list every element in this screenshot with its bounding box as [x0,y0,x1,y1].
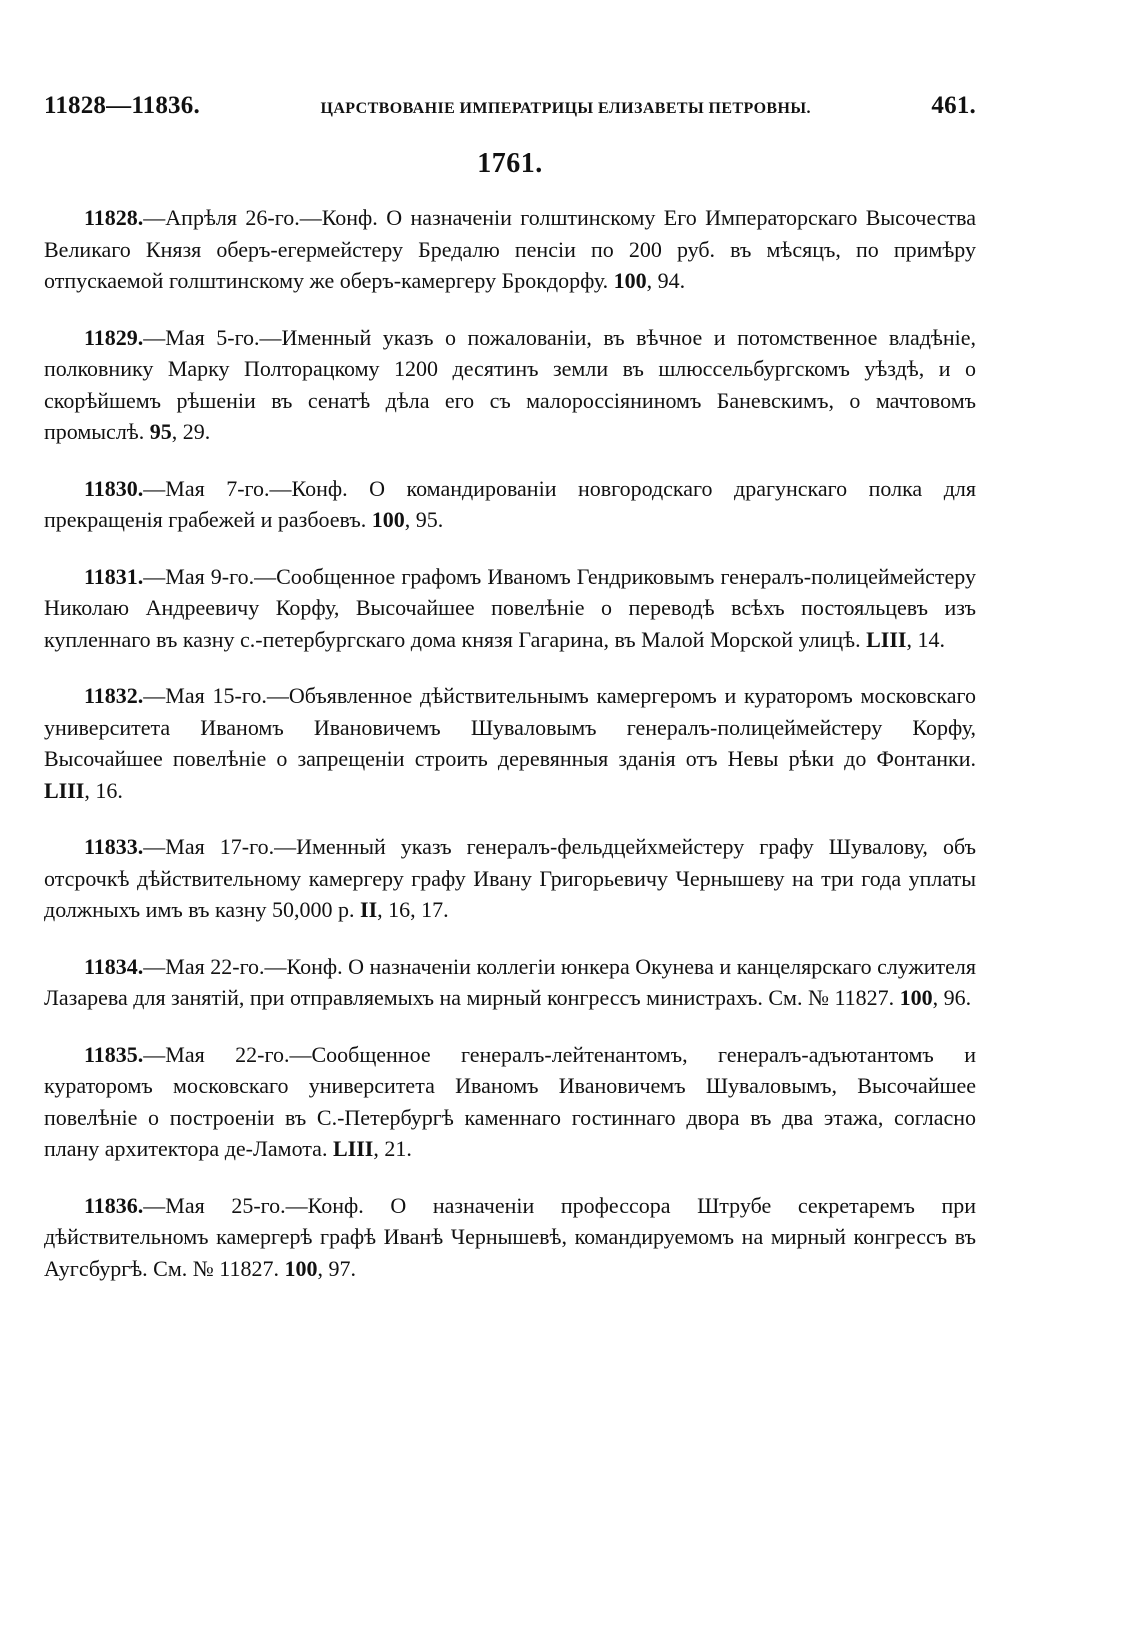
source-page: , 21. [373,1136,412,1161]
source-page: , 94. [646,268,686,293]
source-page: , 16. [84,777,123,803]
entry-number: 11836. [84,1192,144,1218]
source-volume: 100 [284,1255,318,1281]
entries-list [44,202,976,1284]
source-volume: 100 [371,507,405,532]
source-volume: LIII [866,626,907,652]
entry-11834 [44,951,976,1014]
entry-text: —Мая 25-го.—Конф. О назначеніи профессора Штрубе секретаремъ при дѣйствительномъ камергерѣ графѣ Иванѣ Чернышевѣ, командируемомъ на мирный конгрессъ въ Аугсбургѣ. См. № 11827. [44,1192,976,1281]
entry-number: 11831. [84,563,144,589]
year-heading: 1761. [477,148,543,179]
entry-number: 11834. [84,953,144,979]
source-volume: LIII [332,1136,374,1161]
source-volume: II [360,897,378,922]
entry-number: 11835. [84,1041,144,1067]
entry-text: —Мая 22-го.—Конф. О назначеніи коллегіи юнкера Окунева и канцелярскаго служителя Лазарева для занятій, при отправляемыхъ на мирный конгрессъ министрахъ. См. № 11827. [44,953,976,1010]
entry-11830 [44,473,976,536]
source-volume: LIII [44,777,85,803]
source-volume: 100 [613,268,647,293]
entry-text: —Апрѣля 26-го.—Конф. О назначеніи голштинскому Его Императорскаго Высочества Великаго Князя оберъ-егермейстеру Бредалю пенсіи по 200 руб. въ мѣсяцъ, по примѣру отпускаемой голштинскому же оберъ-камергеру Брокдорфу. [44,205,976,293]
entry-range: 11828—11836. [44,92,200,119]
entry-text: —Мая 7-го.—Конф. О командированіи новгородскаго драгунскаго полка для прекращенія грабежей и разбоевъ. [44,475,976,532]
entry-number: 11833. [84,834,144,859]
entry-number: 11829. [84,324,144,350]
source-page: , 96. [932,985,972,1010]
source-page: , 97. [317,1255,356,1281]
running-header [44,92,976,120]
reign-title: ЦАРСТВОВАНІЕ ИМПЕРАТРИЦЫ ЕЛИЗАВЕТЫ ПЕТРОВНЫ. [320,100,811,117]
source-page: , 95. [404,507,444,532]
entry-11829 [44,322,976,448]
entry-11828 [44,202,976,297]
document-page [44,92,976,1309]
entry-number: 11830. [84,475,144,501]
entry-number: 11828. [84,205,144,230]
source-page: , 14. [906,626,945,652]
entry-text: —Мая 17-го.—Именный указъ генералъ-фельдцейхмейстеру графу Шувалову, объ отсрочкѣ дѣйствительному камергеру графу Ивану Григорьевичу Чернышеву на три года уплаты должныхъ имъ въ казну 50,000 р. [44,834,976,922]
source-page: , 16, 17. [377,897,449,922]
entry-text: —Мая 15-го.—Объявленное дѣйствительнымъ камергеромъ и кураторомъ московскаго университета Иваномъ Ивановичемъ Шуваловымъ генералъ-полицеймейстеру Корфу, Высочайшее повелѣніе о запрещеніи строить деревянныя зданія отъ Невы рѣки до Фонтанки. [44,683,976,771]
entry-11833 [44,831,976,926]
entry-11832 [44,680,976,806]
entry-number: 11832. [84,683,144,708]
entry-text: —Мая 5-го.—Именный указъ о пожалованіи, въ вѣчное и потомственное владѣніе, полковнику Марку Полторацкому 1200 десятинъ земли въ шлюссельбургскомъ уѣздѣ, и о скорѣйшемъ рѣшеніи въ сенатѣ дѣла его съ малороссіяниномъ Баневскимъ, о мачтовомъ промыслѣ. [44,324,976,444]
entry-11831 [44,561,976,656]
entry-11836 [44,1190,976,1285]
entry-11835 [44,1039,976,1165]
source-volume: 95 [149,419,172,444]
page-number: 461. [931,92,976,119]
source-page: , 29. [171,419,211,444]
entry-text: —Мая 9-го.—Сообщенное графомъ Иваномъ Гендриковымъ генералъ-полицеймейстеру Николаю Андреевичу Корфу, Высочайшее повелѣніе о переводѣ всѣхъ постояльцевъ изъ купленнаго въ казну с.-петербургскаго дома князя Гагарина, въ Малой Морской улицѣ. [44,563,976,652]
source-volume: 100 [899,985,933,1010]
entry-text: —Мая 22-го.—Сообщенное генералъ-лейтенантомъ, генералъ-адъютантомъ и кураторомъ московскаго университета Иваномъ Ивановичемъ Шуваловымъ, Высочайшее повелѣніе о построеніи въ С.-Петербургѣ каменнаго гостиннаго двора въ два этажа, согласно плану архитектора де-Ламота. [44,1041,976,1161]
